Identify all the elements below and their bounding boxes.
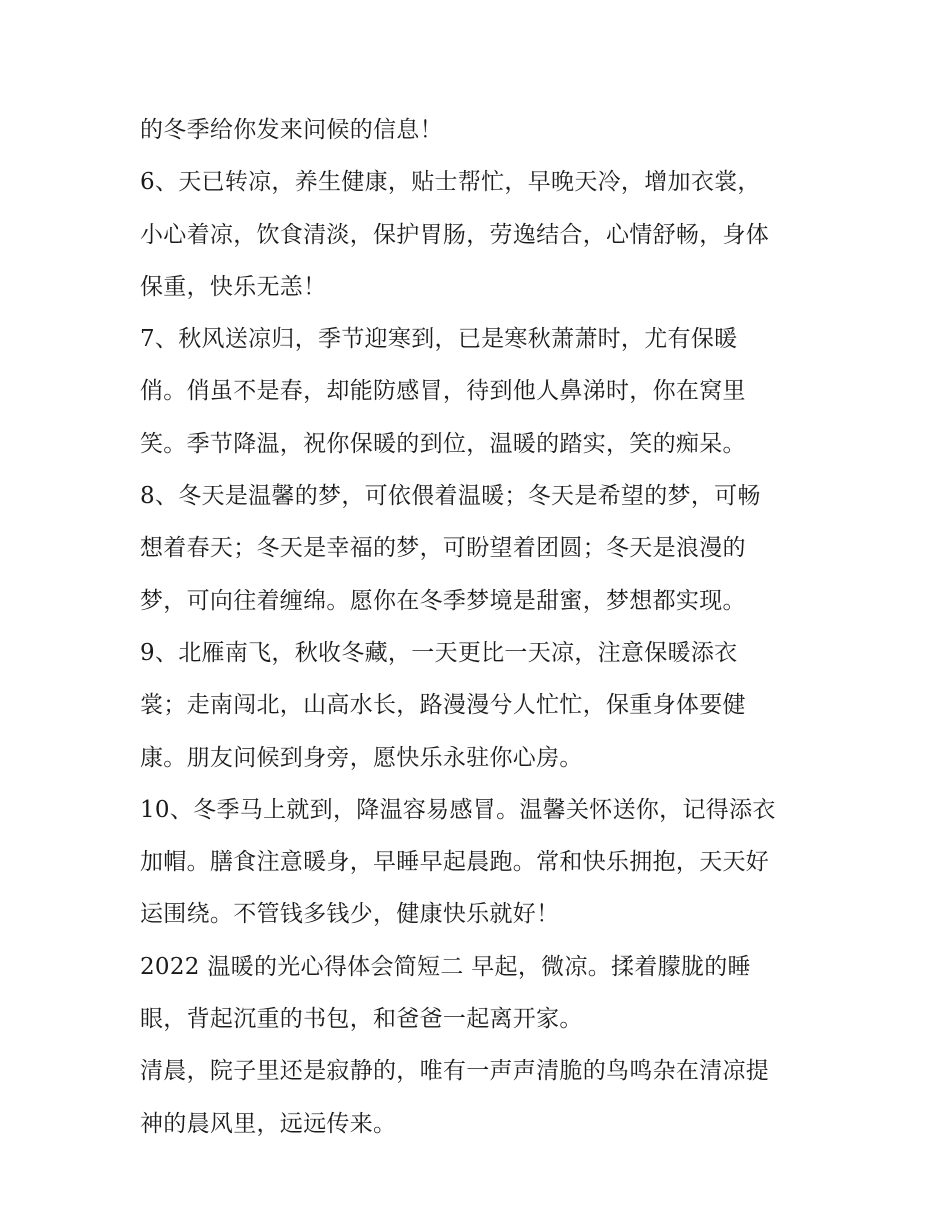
text-line-7: 笑。季节降温，祝你保暖的到位，温暖的踏实，笑的痴呆。 xyxy=(140,430,746,457)
document-body xyxy=(140,104,820,1150)
text-line-14: 10、冬季马上就到，降温容易感冒。温馨关怀送你，记得添衣 xyxy=(140,796,776,823)
text-line-4: 保重，快乐无恙！ xyxy=(140,273,327,300)
text-line-17: 2022 温暖的光心得体会简短二 早起，微凉。揉着朦胧的睡 xyxy=(140,953,751,980)
text-line-16: 运围绕。不管钱多钱少，健康快乐就好！ xyxy=(140,901,560,928)
text-line-15: 加帽。膳食注意暖身，早睡早起晨跑。常和快乐拥抱，天天好 xyxy=(140,849,770,876)
text-line-6: 俏。俏虽不是春，却能防感冒，待到他人鼻涕时，你在窝里 xyxy=(140,378,746,405)
text-line-13: 康。朋友问候到身旁，愿快乐永驻你心房。 xyxy=(140,744,583,771)
text-line-5: 7、秋风送凉归，季节迎寒到，已是寒秋萧萧时，尤有保暖 xyxy=(140,326,738,353)
text-line-11: 9、北雁南飞，秋收冬藏，一天更比一天凉，注意保暖添衣 xyxy=(140,639,738,666)
text-line-8: 8、冬天是温馨的梦，可依偎着温暖；冬天是希望的梦，可畅 xyxy=(140,483,761,510)
text-line-3: 小心着凉，饮食清淡，保护胃肠，劳逸结合，心情舒畅，身体 xyxy=(140,221,770,248)
text-line-2: 6、天已转凉，养生健康，贴士帮忙，早晚天冷，增加衣裳， xyxy=(140,169,761,196)
text-line-12: 裳；走南闯北，山高水长，路漫漫兮人忙忙，保重身体要健 xyxy=(140,692,746,719)
text-line-19: 清晨，院子里还是寂静的，唯有一声声清脆的鸟鸣杂在清凉提 xyxy=(140,1058,770,1085)
text-line-10: 梦，可向往着缠绵。愿你在冬季梦境是甜蜜，梦想都实现。 xyxy=(140,587,746,614)
text-line-9: 想着春天；冬天是幸福的梦，可盼望着团圆；冬天是浪漫的 xyxy=(140,535,746,562)
text-line-18: 眼，背起沉重的书包，和爸爸一起离开家。 xyxy=(140,1006,583,1033)
text-line-20: 神的晨风里，远远传来。 xyxy=(140,1110,397,1137)
text-line-1: 的冬季给你发来问候的信息！ xyxy=(140,117,443,143)
